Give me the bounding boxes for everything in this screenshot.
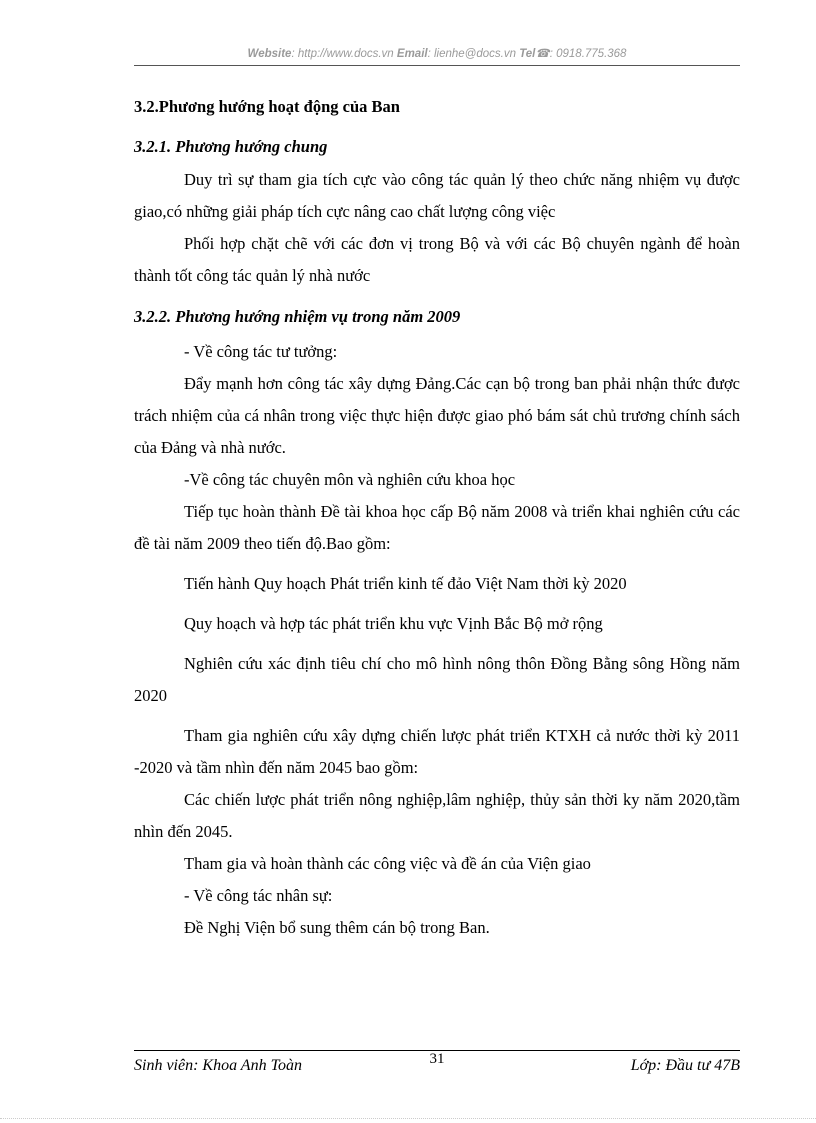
paragraph: Đẩy mạnh hơn công tác xây dựng Đảng.Các cạn bộ trong ban phải nhận thức được trách nhiệm của cá nhân trong việc thực hiện được giao phó bám sát chủ trương chính sách của Đảng và nhà nước. — [134, 374, 740, 457]
paragraph: Các chiến lược phát triển nông nghiệp,lâm nghiệp, thủy sản thời ky năm 2020,tầm nhìn đến 2045. — [134, 790, 740, 841]
page-header — [134, 46, 740, 66]
website-label: Website — [247, 48, 292, 60]
website-value: : http://www.docs.vn — [291, 48, 394, 60]
paragraph: Phối hợp chặt chẽ với các đơn vị trong Bộ và với các Bộ chuyên ngành để hoàn thành tốt công tác quản lý nhà nước — [134, 234, 740, 285]
page-footer — [134, 1050, 740, 1079]
paragraph: Đề Nghị Viện bổ sung thêm cán bộ trong Ban. — [184, 918, 490, 937]
email-value: : lienhe@docs.vn — [427, 48, 516, 60]
paragraph: - Về công tác nhân sự: — [184, 886, 333, 905]
paragraph: Tiếp tục hoàn thành Đề tài khoa học cấp Bộ năm 2008 và triển khai nghiên cứu các đề tài năm 2009 theo tiến độ.Bao gồm: — [134, 502, 740, 553]
subsection-title-1: 3.2.1. Phương hướng chung — [134, 137, 328, 156]
page-content — [134, 94, 740, 944]
paragraph: Duy trì sự tham gia tích cực vào công tác quản lý theo chức năng nhiệm vụ được giao,có những giải pháp tích cực nâng cao chất lượng công việc — [134, 170, 740, 221]
paragraph: -Về công tác chuyên môn và nghiên cứu khoa học — [184, 470, 516, 489]
section-title: 3.2.Phương hướng hoạt động của Ban — [134, 97, 400, 116]
paragraph: - Về công tác tư tưởng: — [184, 342, 338, 361]
tel-value: ☎: 0918.775.368 — [535, 48, 627, 60]
paragraph: Tham gia nghiên cứu xây dựng chiến lược phát triển KTXH cả nước thời kỳ 2011 -2020 và tầm nhìn đến năm 2045 bao gồm: — [134, 726, 740, 777]
footer-class: Lớp: Đầu tư 47B — [630, 1057, 740, 1074]
page-bottom-divider — [0, 1118, 816, 1119]
subsection-title-2: 3.2.2. Phương hướng nhiệm vụ trong năm 2009 — [134, 307, 461, 326]
tel-label: Tel — [519, 48, 536, 60]
email-label: Email — [396, 48, 428, 60]
paragraph: Tiến hành Quy hoạch Phát triển kinh tế đảo Việt Nam thời kỳ 2020 — [184, 574, 627, 593]
paragraph: Tham gia và hoàn thành các công việc và đề án của Viện giao — [184, 854, 591, 873]
page-number: 31 — [429, 1051, 445, 1067]
footer-student: Sinh viên: Khoa Anh Toàn — [134, 1057, 303, 1074]
paragraph: Nghiên cứu xác định tiêu chí cho mô hình nông thôn Đồng Bằng sông Hồng năm 2020 — [134, 654, 740, 705]
paragraph: Quy hoạch và hợp tác phát triển khu vực Vịnh Bắc Bộ mở rộng — [184, 614, 603, 633]
